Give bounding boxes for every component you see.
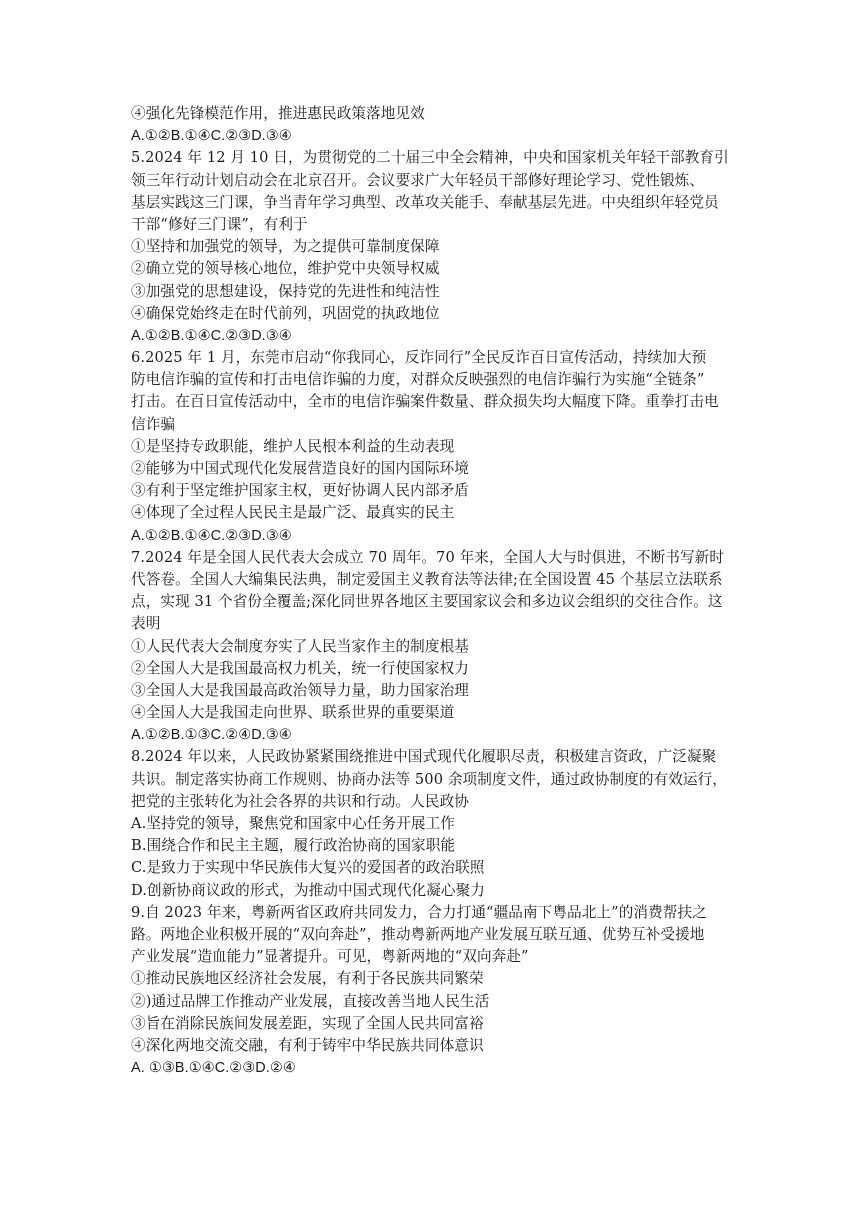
q6-item-2: ②能够为中国式现代化发展营造良好的国内国际环境	[131, 460, 469, 477]
q9-item-3: ③旨在消除民族间发展差距，实现了全国人民共同富裕	[131, 1014, 484, 1032]
q6-stem-line-1: 6.2025 年 1 月，东莞市启动“你我同心，反诈同行”全民反诈百日宣传活动，持续加大预	[131, 349, 707, 367]
q8-choice-d: D.创新协商议政的形式，为推动中国式现代化凝心聚力	[131, 881, 485, 899]
q9-item-4: ④深化两地交流交融，有利于铸牢中华民族共同体意识	[131, 1036, 484, 1054]
q6-item-1: ①是坚持专政职能，维护人民根本利益的生动表现	[131, 437, 455, 455]
q5-item-1: ①坚持和加强党的领导，为之提供可靠制度保障	[131, 238, 440, 256]
q8-stem-line-3: 把党的主张转化为社会各界的共识和行动。人民政协	[131, 792, 469, 810]
q5-item-4: ④确保党始终走在时代前列，巩固党的执政地位	[131, 304, 440, 322]
q7-stem-line-1: 7.2024 年是全国人民代表大会成立 70 周年。70 年来，全国人大与时俱进，不断书写新时	[131, 548, 725, 566]
q9-stem-line-3: 产业发展“造血能力”显著提升。可见，粤新两地的“双向奔赴”	[131, 948, 529, 966]
q7-options: A.①②B.①③C.②④D.③④	[131, 727, 292, 744]
q7-item-4: ④全国人大是我国走向世界、联系世界的重要渠道	[131, 704, 455, 722]
q6-item-4: ④体现了全过程人民民主是最广泛、最真实的民主	[131, 504, 455, 522]
q5-stem-line-1: 5.2024 年 12 月 10 日，为贯彻党的二十届三中全会精神，中央和国家机关年轻干部教育引	[131, 149, 729, 167]
q9-options: A. ①③B.①④C.②③D.②④	[131, 1060, 296, 1077]
q9-item-1: ①推动民族地区经济社会发展，有利于各民族共同繁荣	[131, 970, 484, 988]
q8-stem-line-2: 共识。制定落实协商工作规则、协商办法等 500 余项制度文件，通过政协制度的有效运行，	[131, 770, 727, 788]
q7-stem-line-4: 表明	[131, 615, 161, 633]
q9-stem-line-2: 路。两地企业积极开展的“双向奔赴”，推动粤新两地产业发展互联互通、优势互补受援地	[131, 925, 705, 943]
q5-item-3: ③加强党的思想建设，保持党的先进性和纯洁性	[131, 282, 440, 300]
q7-item-3: ③全国人大是我国最高政治领导力量，助力国家治理	[131, 681, 469, 699]
q5-item-2: ②确立党的领导核心地位，维护党中央领导权威	[131, 260, 440, 278]
q7-stem-line-2: 代答卷。全国人大编集民法典，制定爱国主义教育法等法律;在全国设置 45 个基层立法联系	[131, 570, 723, 588]
q5-stem-line-3: 基层实践这三门课，争当青年学习典型、改革攻关能手、奉献基层先进。中央组织年轻党员	[131, 193, 719, 211]
q4-options: A.①②B.①④C.②③D.③④	[131, 128, 292, 145]
exam-page	[131, 103, 733, 1079]
q8-stem-line-1: 8.2024 年以来，人民政协紧紧围绕推进中国式现代化履职尽责，积极建言资政，广泛凝聚	[131, 748, 717, 766]
q9-stem-line-1: 9.自 2023 年来，粤新两省区政府共同发力，合力打通“疆品南下粤品北上”的消费帮扶之	[131, 903, 707, 921]
q8-choice-b: B.围绕合作和民主主题，履行政治协商的国家职能	[131, 837, 456, 855]
q6-stem-line-3: 打击。在百日宣传活动中，全市的电信诈骗案件数量、群众损失均大幅度下降。重拳打击电	[131, 393, 719, 411]
q5-stem-line-2: 领三年行动计划启动会在北京召开。会议要求广大年轻员干部修好理论学习、党性锻炼、	[131, 171, 705, 189]
q8-choice-a: A.坚持党的领导，聚焦党和国家中心任务开展工作	[131, 815, 455, 832]
q5-options: A.①②B.①④C.②③D.③④	[131, 327, 292, 344]
q6-item-3: ③有利于坚定维护国家主权，更好协调人民内部矛盾	[131, 482, 469, 500]
q6-options: A.①②B.①④C.②③D.③④	[131, 527, 292, 544]
q6-stem-line-2: 防电信诈骗的宣传和打击电信诈骗的力度，对群众反映强烈的电信诈骗行为实施“全链条”	[131, 371, 705, 389]
q6-stem-line-4: 信诈骗	[131, 415, 176, 433]
question-6	[131, 347, 733, 547]
q7-stem-line-3: 点，实现 31 个省份全覆盖;深化同世界各地区主要国家议会和多边议会组织的交往合作。这	[131, 593, 723, 611]
q5-stem-line-4: 干部“修好三门课”，有利于	[131, 215, 308, 233]
q8-choice-c: C.是致力于实现中华民族伟大复兴的爱国者的政治联照	[131, 859, 485, 877]
question-7	[131, 547, 733, 747]
question-9	[131, 902, 733, 1080]
question-8	[131, 746, 733, 901]
q4-item-4: ④强化先锋模范作用，推进惠民政策落地见效	[131, 105, 425, 122]
question-5	[131, 147, 733, 347]
q7-item-2: ②全国人大是我国最高权力机关，统一行使国家权力	[131, 659, 469, 677]
q9-item-2: ②)通过品牌工作推动产业发展，直接改善当地人民生活	[131, 992, 490, 1010]
q7-item-1: ①人民代表大会制度夯实了人民当家作主的制度根基	[131, 637, 469, 655]
